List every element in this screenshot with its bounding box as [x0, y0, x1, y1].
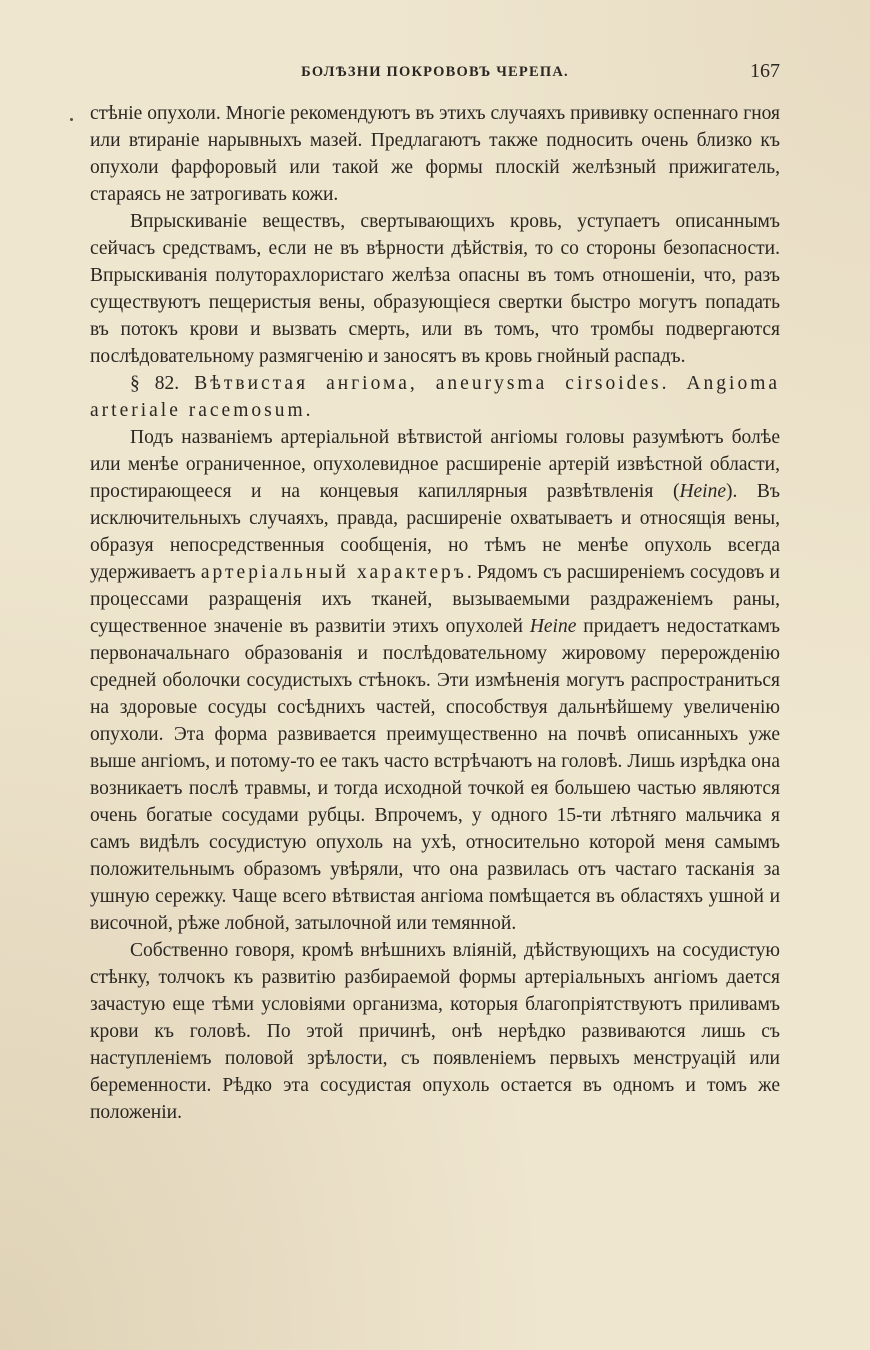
running-head — [90, 60, 780, 86]
margin-mark — [70, 118, 73, 121]
section-number: § 82. — [130, 373, 180, 394]
author-name: Heine — [679, 481, 726, 502]
paragraph-5: Собственно говоря, кромѣ внѣшнихъ вліяній, дѣйствующихъ на сосудистую стѣнку, толчокъ къ развитію разбираемой формы артеріальныхъ ангіомъ дается зачастую еще тѣми условіями организма, которыя благопріятствуютъ приливамъ крови къ головѣ. По этой причинѣ, онѣ нерѣдко развиваются лишь съ наступленіемъ половой зрѣлости, съ появленіемъ первыхъ менструацій или беременности. Рѣдко эта сосудистая опухоль остается въ одномъ и томъ же положеніи. — [90, 940, 780, 1123]
emphasized-phrase: артеріальный характеръ — [200, 562, 467, 583]
paragraph-2: Впрыскиваніе веществъ, свертывающихъ кровь, уступаетъ описаннымъ сейчасъ средствамъ, если не въ вѣрности дѣйствія, то со стороны безопасности. Впрыскиванія полуторахлористаго желѣза опасны въ томъ отношеніи, что, разъ существуютъ пещеристыя вены, образующіеся свертки быстро могутъ попадать въ потокъ крови и вызвать смерть, или въ томъ, что тромбы подвергаются послѣдовательному размягченію и заносятъ въ кровь гнойный распадъ. — [90, 211, 780, 367]
paragraph-1: стѣніе опухоли. Многіе рекомендуютъ въ этихъ случаяхъ прививку оспеннаго гноя или втираніе нарывныхъ мазей. Предлагаютъ также подносить очень близко къ опухоли фарфоровый или такой же формы плоскій желѣзный прижигатель, стараясь не затрогивать кожи. — [90, 103, 780, 205]
author-name: Heine — [529, 616, 577, 637]
paragraph-4 — [90, 424, 780, 937]
section-heading-paragraph — [90, 370, 780, 424]
body-text — [90, 100, 780, 1126]
paragraph-4-part-2: ). Въ исключительныхъ случаяхъ, правда, расширеніе охватываетъ и относящія вены, образуя непосредственныя сообщенія, но тѣмъ не менѣе опухоль всегда удерживаетъ — [90, 481, 780, 583]
page-number: 167 — [750, 60, 780, 82]
running-title: БОЛѢЗНИ ПОКРОВОВЪ ЧЕРЕПА. — [301, 64, 569, 80]
section-title: Вѣтвистая ангіома, aneurysma cirsoides. Angioma arteriale racemosum. — [90, 373, 781, 421]
paragraph-4-part-4: придаетъ недостаткамъ первоначальнаго образованія и послѣдовательному жировому перерожденію средней оболочки сосудистыхъ стѣнокъ. Эти измѣненія могутъ распространиться на здоровые сосуды сосѣднихъ частей, способствуя дальнѣйшему увеличенію опухоли. Эта форма развивается преимущественно на почвѣ описанныхъ уже выше ангіомъ, и потому-то ее такъ часто встрѣчаютъ на головѣ. Лишь изрѣдка она возникаетъ послѣ травмы, и тогда исходной точкой ея большею частью являются очень богатые сосудами рубцы. Впрочемъ, у одного 15-ти лѣтняго мальчика я самъ видѣлъ сосудистую опухоль на ухѣ, относительно которой меня самымъ положительнымъ образомъ увѣряли, что она развилась отъ частаго тасканія за ушную сережку. Чаще всего вѣтвистая ангіома помѣщается въ областяхъ ушной и височной, рѣже лобной, затылочной или темянной. — [90, 616, 780, 934]
paragraph-4-part-1: Подъ названіемъ артеріальной вѣтвистой ангіомы головы разумѣютъ болѣе или менѣе ограниченное, опухолевидное расширеніе артерій извѣстной области, простирающееся и на концевыя капиллярныя развѣтвленія ( — [90, 427, 780, 502]
paragraph-4-part-3: . Рядомъ съ расширеніемъ сосудовъ и процессами разращенія ихъ тканей, вызываемыми раздраженіемъ раны, существенное значеніе въ развитіи этихъ опухолей — [90, 562, 780, 637]
